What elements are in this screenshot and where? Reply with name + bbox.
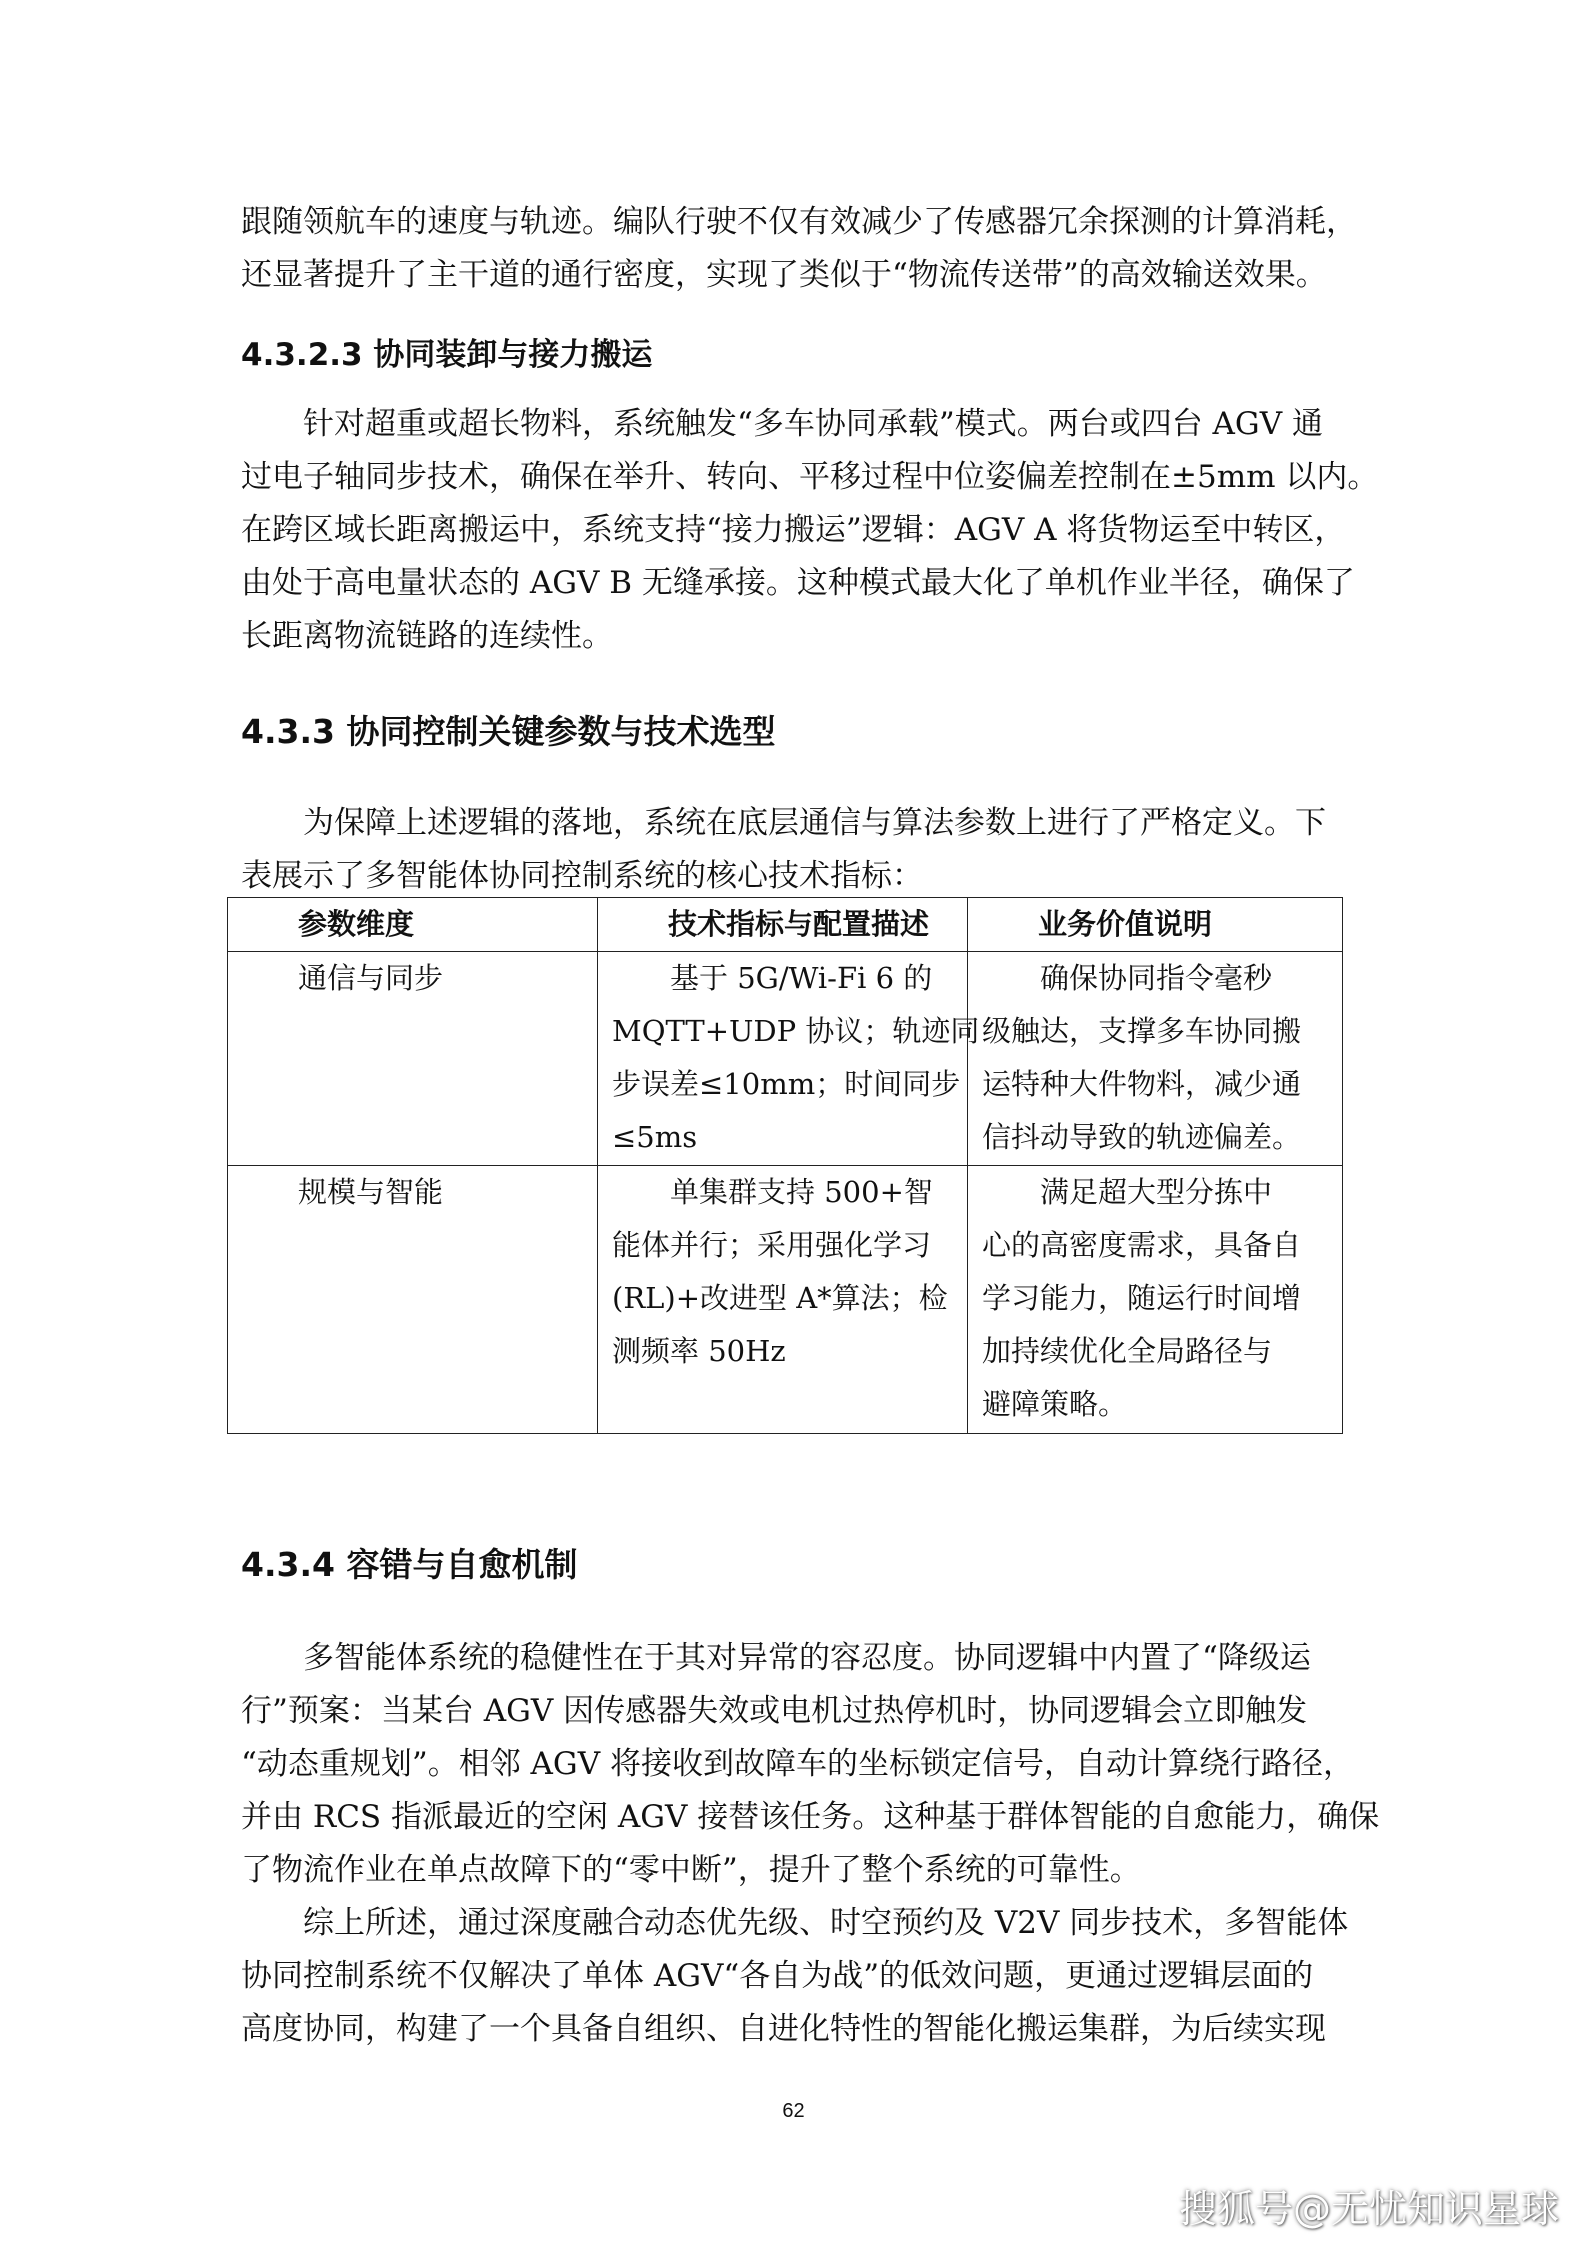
section-heading-4-3-3: 4.3.3 协同控制关键参数与技术选型	[241, 712, 776, 751]
section-heading-4-3-4: 4.3.4 容错与自愈机制	[241, 1545, 578, 1584]
text-line: 在跨区域长距离搬运中，系统支持“接力搬运”逻辑：AGV A 将货物运至中转区，	[241, 512, 1346, 548]
watermark: 搜狐号@无忧知识星球	[1178, 2187, 1559, 2231]
text-line: “动态重规划”。相邻 AGV 将接收到故障车的坐标锁定信号，自动计算绕行路径，	[241, 1746, 1354, 1782]
table-cell-dimension: 规模与智能	[228, 1166, 598, 1434]
text-line: 高度协同，构建了一个具备自组织、自进化特性的智能化搬运集群，为后续实现	[241, 2011, 1326, 2047]
table-cell-spec	[598, 1166, 968, 1434]
cell-line: 满足超大型分拣中	[1040, 1175, 1273, 1209]
text-line: 多智能体系统的稳健性在于其对异常的容忍度。协同逻辑中内置了“降级运	[303, 1640, 1311, 1676]
text-line: 表展示了多智能体协同控制系统的核心技术指标：	[241, 858, 923, 894]
text-line: 协同控制系统不仅解决了单体 AGV“各自为战”的低效问题，更通过逻辑层面的	[241, 1958, 1314, 1994]
paragraph-4-3-3	[241, 797, 1361, 903]
text-line: 跟随领航车的速度与轨迹。编队行驶不仅有效减少了传感器冗余探测的计算消耗，	[241, 204, 1357, 240]
cell-line: 步误差≤10mm；时间同步	[612, 1067, 961, 1101]
cell-line: 单集群支持 500+智	[670, 1175, 933, 1209]
cell-line: 基于 5G/Wi-Fi 6 的	[670, 961, 933, 995]
text-line: 由处于高电量状态的 AGV B 无缝承接。这种模式最大化了单机作业半径，确保了	[241, 565, 1355, 601]
paragraph-intro	[241, 196, 1361, 302]
cell-line: 级触达，支撑多车协同搬	[982, 1014, 1302, 1048]
table-cell-value	[968, 1166, 1343, 1434]
section-heading-4-3-2-3: 4.3.2.3 协同装卸与接力搬运	[241, 337, 653, 373]
table-cell-dimension: 通信与同步	[228, 952, 598, 1166]
cell-line: 测频率 50Hz	[612, 1334, 786, 1368]
cell-line: ≤5ms	[612, 1120, 698, 1154]
cell-line: 加持续优化全局路径与	[982, 1334, 1273, 1368]
table-cell-spec	[598, 952, 980, 1166]
text-line: 综上所述，通过深度融合动态优先级、时空预约及 V2V 同步技术，多智能体	[303, 1905, 1349, 1941]
text-line: 针对超重或超长物料，系统触发“多车协同承载”模式。两台或四台 AGV 通	[303, 406, 1323, 442]
column-header: 技术指标与配置描述	[598, 898, 968, 952]
paragraph-4-3-2-3	[241, 398, 1379, 663]
table-cell-value	[968, 952, 1343, 1166]
table-row	[228, 952, 1343, 1166]
table-header-row	[228, 898, 1343, 952]
cell-line: 避障策略。	[982, 1387, 1128, 1421]
cell-line: 确保协同指令毫秒	[1040, 961, 1273, 995]
text-line: 为保障上述逻辑的落地，系统在底层通信与算法参数上进行了严格定义。下	[303, 805, 1326, 841]
page-number: 62	[782, 2100, 805, 2122]
text-line: 行”预案：当某台 AGV 因传感器失效或电机过热停机时，协同逻辑会立即触发	[241, 1693, 1308, 1729]
cell-line: 运特种大件物料，减少通	[982, 1067, 1302, 1101]
cell-line: 信抖动导致的轨迹偏差。	[982, 1120, 1302, 1154]
text-line: 还显著提升了主干道的通行密度，实现了类似于“物流传送带”的高效输送效果。	[241, 257, 1327, 293]
text-line: 长距离物流链路的连续性。	[241, 618, 613, 654]
table-row	[228, 1166, 1343, 1434]
cell-line: (RL)+改进型 A*算法；检	[612, 1281, 948, 1315]
column-header: 参数维度	[228, 898, 598, 952]
text-line: 过电子轴同步技术，确保在举升、转向、平移过程中位姿偏差控制在±5mm 以内。	[241, 459, 1379, 495]
cell-line: 能体并行；采用强化学习	[612, 1228, 932, 1262]
parameters-table	[227, 897, 1343, 1434]
text-line: 了物流作业在单点故障下的“零中断”，提升了整个系统的可靠性。	[241, 1852, 1141, 1888]
paragraph-4-3-4	[241, 1632, 1380, 1897]
cell-line: MQTT+UDP 协议；轨迹同	[612, 1014, 980, 1048]
cell-line: 心的高密度需求，具备自	[982, 1228, 1302, 1262]
column-header: 业务价值说明	[968, 898, 1343, 952]
text-line: 并由 RCS 指派最近的空闲 AGV 接替该任务。这种基于群体智能的自愈能力，确保	[241, 1799, 1380, 1835]
cell-line: 学习能力，随运行时间增	[982, 1281, 1302, 1315]
paragraph-summary	[241, 1897, 1361, 2056]
